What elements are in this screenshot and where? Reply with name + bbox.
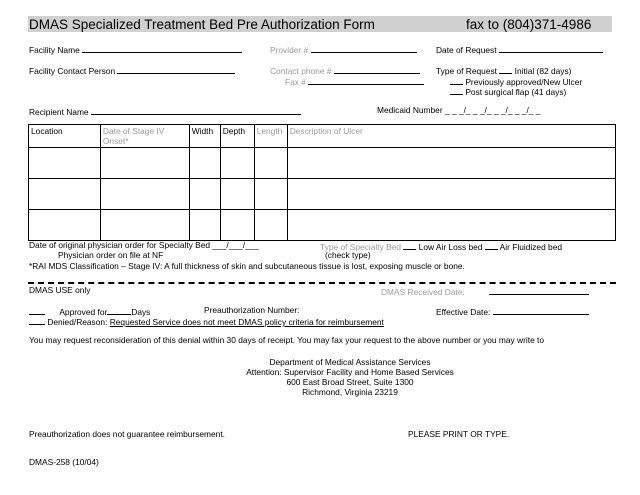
previously-approved-label: Previously approved/New Ulcer (465, 77, 583, 87)
previously-approved-checkbox[interactable] (450, 76, 463, 85)
original-order-date[interactable]: ___/___/___ (212, 240, 259, 250)
table-cell[interactable] (287, 179, 615, 210)
type-of-bed-label: Type of Specialty Bed (320, 242, 402, 252)
date-of-request-field[interactable] (436, 44, 603, 54)
table-cell[interactable] (29, 179, 101, 210)
recipient-name-label: Recipient Name (29, 107, 89, 117)
col-location: Location (29, 125, 101, 148)
reconsideration-text: You may request reconsideration of this denial within 30 days of receipt. You may fax your request to the above number or you may write to (29, 335, 545, 345)
table-cell[interactable] (189, 210, 220, 241)
table-cell[interactable] (287, 210, 615, 241)
date-of-request-label: Date of Request (436, 45, 497, 55)
table-cell[interactable] (100, 210, 189, 241)
contact-phone-label: Contact phone # (270, 66, 332, 76)
address-line-4: Richmond, Virginia 23219 (302, 387, 398, 397)
received-date-line[interactable] (489, 286, 589, 295)
table-cell[interactable] (29, 210, 101, 241)
rai-note: *RAI MDS Classification – Stage IV: A full thickness of skin and subcutaneous tissue is lost, exposing muscle or bone. (29, 261, 465, 271)
facility-contact-field[interactable] (29, 65, 235, 75)
col-date-stage-iv: Date of Stage IV Onset* (100, 125, 189, 148)
approved-days-line[interactable] (107, 306, 131, 315)
table-cell[interactable] (220, 179, 254, 210)
table-row (29, 179, 616, 210)
original-order-field[interactable] (29, 241, 259, 249)
table-cell[interactable] (220, 210, 254, 241)
table-cell[interactable] (100, 179, 189, 210)
received-date-label: DMAS Received Date: (381, 287, 465, 297)
post-surgical-option (450, 86, 566, 96)
air-fluidized-label: Air Fluidized bed (499, 242, 563, 252)
initial-label: Initial (82 days) (514, 66, 572, 76)
date-of-request-line[interactable] (499, 44, 603, 53)
print-instruction: PLEASE PRINT OR TYPE. (408, 429, 510, 439)
col-length: Length (254, 125, 287, 148)
table-cell[interactable] (29, 148, 101, 179)
address-line-3: 600 East Broad Street, Suite 1300 (286, 377, 414, 387)
table-cell[interactable] (254, 148, 287, 179)
physician-on-file: Physician order on file at NF (58, 250, 164, 260)
low-air-checkbox[interactable] (403, 241, 416, 250)
denied-field[interactable] (29, 316, 384, 326)
medicaid-number-label: Medicaid Number (377, 105, 443, 115)
facility-name-line[interactable] (82, 44, 242, 53)
col-depth: Depth (220, 125, 254, 148)
fax-line[interactable] (308, 76, 424, 85)
medicaid-number-pattern[interactable]: _ _ _/_ _ _/_ _ _/_ _ _/_ _ (444, 105, 541, 115)
initial-checkbox[interactable] (499, 65, 512, 74)
table-row (29, 148, 616, 179)
air-fluidized-checkbox[interactable] (485, 241, 498, 250)
provider-number-label: Provider # (270, 45, 309, 55)
original-order-label: Date of original physician order for Specialty Bed (29, 240, 211, 250)
previously-approved-option (450, 76, 582, 86)
table-cell[interactable] (100, 148, 189, 179)
address-line-2: Attention: Supervisor Facility and Home Based Services (246, 367, 454, 377)
days-label: Days (131, 307, 151, 317)
approved-for-label: Approved for (59, 307, 108, 317)
fax-field[interactable] (285, 76, 424, 86)
post-surgical-label: Post surgical flap (41 days) (465, 87, 567, 97)
type-of-request-field (436, 65, 571, 75)
facility-contact-line[interactable] (117, 65, 235, 74)
medicaid-number-field[interactable] (377, 106, 540, 114)
denied-checkbox[interactable] (29, 316, 45, 325)
fax-number: fax to (804)371-4986 (466, 17, 592, 32)
provider-number-line[interactable] (311, 44, 417, 53)
dmas-use-label: DMAS USE only (29, 285, 91, 295)
table-row (29, 210, 616, 241)
address-line-1: Department of Medical Assistance Services (269, 357, 431, 367)
type-of-request-label: Type of Request (436, 66, 497, 76)
contact-phone-line[interactable] (334, 65, 420, 74)
facility-name-field[interactable] (29, 44, 242, 54)
approved-for-field[interactable] (29, 306, 150, 316)
table-cell[interactable] (189, 148, 220, 179)
effective-date-label: Effective Date: (436, 307, 491, 317)
recipient-name-line[interactable] (91, 106, 301, 115)
approved-checkbox[interactable] (29, 306, 45, 315)
post-surgical-checkbox[interactable] (450, 86, 463, 95)
contact-phone-field[interactable] (270, 65, 420, 75)
check-type-note: (check type) (325, 250, 371, 260)
preauth-number-label: Preauthorization Number: (204, 305, 300, 315)
col-width: Width (189, 125, 220, 148)
table-cell[interactable] (220, 148, 254, 179)
form-id: DMAS-258 (10/04) (29, 457, 99, 467)
denied-label: Denied/Reason: (47, 317, 108, 327)
form-title: DMAS Specialized Treatment Bed Pre Authorization Form (29, 17, 375, 32)
ulcer-table-header (29, 125, 616, 148)
table-cell[interactable] (287, 148, 615, 179)
effective-date-field[interactable] (436, 306, 589, 316)
facility-contact-label: Facility Contact Person (29, 66, 116, 76)
table-cell[interactable] (189, 179, 220, 210)
facility-name-label: Facility Name (29, 45, 80, 55)
fax-label: Fax # (285, 77, 306, 87)
recipient-name-field[interactable] (29, 106, 301, 116)
col-description: Description of Ulcer (287, 125, 615, 148)
low-air-label: Low Air Loss bed (418, 242, 483, 252)
table-cell[interactable] (254, 179, 287, 210)
dmas-divider (28, 282, 616, 284)
effective-date-line[interactable] (493, 306, 589, 315)
preauth-number-field[interactable] (204, 306, 299, 314)
ulcer-table (28, 124, 616, 241)
denied-text: Requested Service does not meet DMAS policy criteria for reimbursement (109, 317, 384, 327)
provider-number-field[interactable] (270, 44, 417, 54)
table-cell[interactable] (254, 210, 287, 241)
received-date-field[interactable] (381, 286, 589, 296)
disclaimer: Preauthorization does not guarantee reimbursement. (29, 429, 225, 439)
